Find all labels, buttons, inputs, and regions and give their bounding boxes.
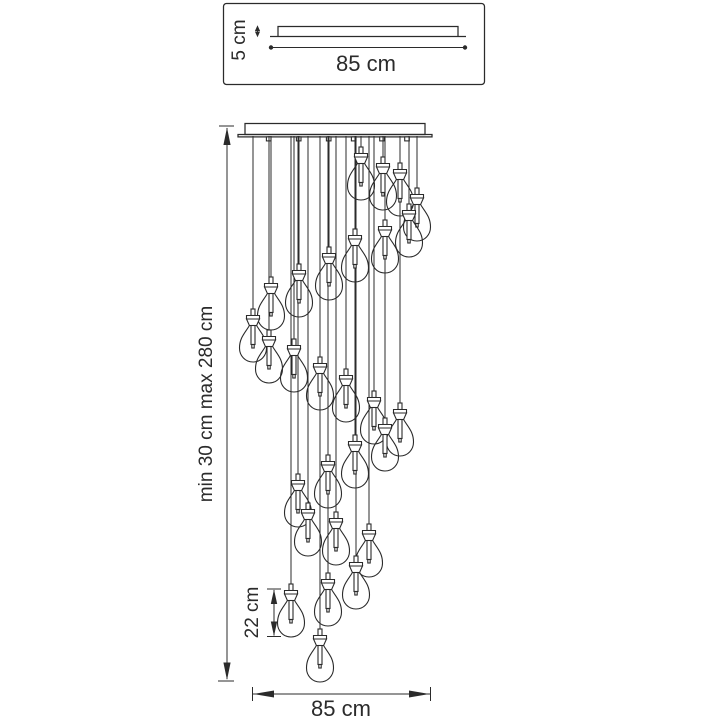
pendant-bulb [281,339,308,392]
suspension-dimension [196,126,234,681]
pendant-bulb [348,147,375,200]
ceiling-plate [238,124,432,141]
pendant-bulb [343,556,370,609]
cords-layer [253,136,417,631]
pendant-height-dimension [242,587,281,639]
top-width-dimension [269,45,467,76]
arrow-up-icon [255,25,260,31]
dim-end-dot [269,45,273,49]
canopy-profile [278,27,458,37]
top-height-dimension [229,19,260,60]
side-view [196,124,432,720]
top-width-label: 85 cm [336,51,396,76]
plate-body [245,124,425,135]
arrow-down-icon [255,32,260,38]
bottom-width-dimension [253,687,431,720]
arrow-up-icon [271,590,277,605]
top-height-label: 5 cm [229,19,250,61]
pendant-bulb [240,309,267,362]
cord-connector [380,137,385,141]
suspension-range-label: min 30 cm max 280 cm [196,305,217,503]
pendants-layer [240,147,431,682]
pendant-bulb [342,435,369,488]
pendant-bulb [307,629,334,682]
pendant-bulb [258,277,285,330]
arrow-down-icon [223,663,230,681]
dim-end-dot [463,45,467,49]
arrow-down-icon [271,622,277,637]
bottom-width-label: 85 cm [311,696,371,720]
pendant-bulb [315,573,342,626]
arrow-up-icon [223,128,230,146]
pendant-bulb [323,512,350,565]
arrow-left-icon [254,691,275,698]
top-view [224,4,485,85]
pendant-bulb [278,584,305,637]
pendant-height-label: 22 cm [242,586,263,639]
arrow-right-icon [409,691,430,698]
pendant-bulb [256,330,283,383]
